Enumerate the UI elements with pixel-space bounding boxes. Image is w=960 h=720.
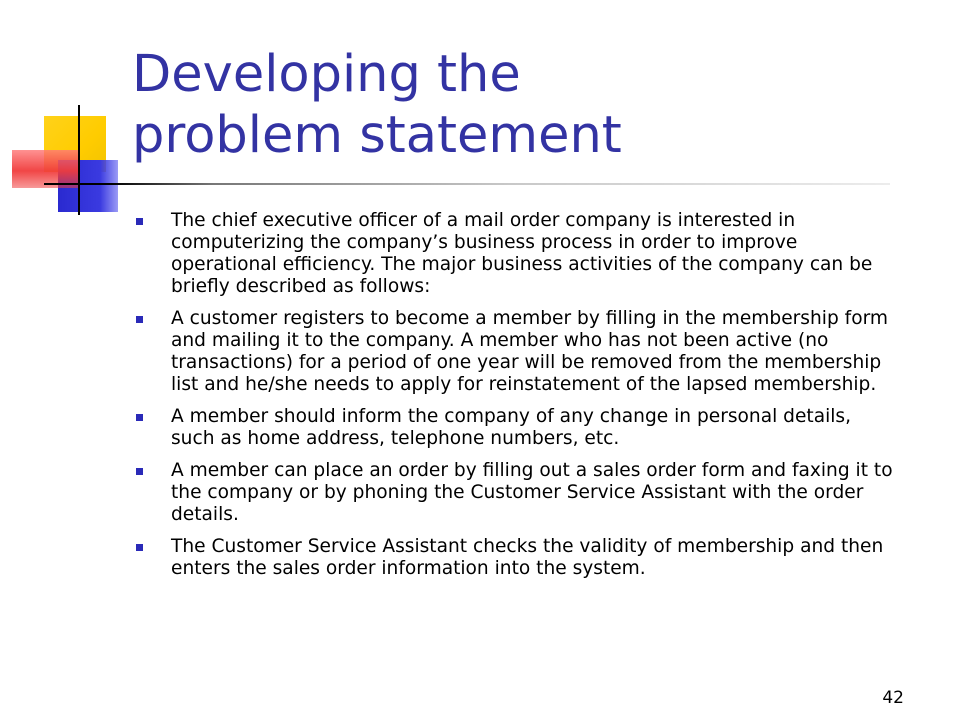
bullet-text: A member should inform the company of any change in personal details, such as home address, telephone numbers, etc. (171, 406, 852, 449)
page-number: 42 (882, 688, 904, 708)
square-bullet-icon (136, 468, 143, 475)
slide-title-line-2: problem statement (132, 106, 622, 166)
bullet-text: The Customer Service Assistant checks the validity of membership and then enters the sales order information into the system. (171, 536, 884, 579)
square-bullet-icon (136, 316, 143, 323)
bullet-list (136, 210, 896, 590)
title-underline (44, 183, 890, 185)
bullet-item (136, 406, 896, 450)
square-bullet-icon (136, 414, 143, 421)
bullet-item (136, 536, 896, 580)
square-bullet-icon (136, 218, 143, 225)
bullet-item (136, 210, 896, 298)
bullet-item (136, 460, 896, 526)
bullet-text: A customer registers to become a member by filling in the membership form and mailing it to the company. A member who has not been active (no transactions) for a period of one year will be removed from the membership list and he/she needs to apply for reinstatement of the lapsed membership. (171, 308, 889, 395)
bullet-text: The chief executive officer of a mail order company is interested in computerizing the company’s business process in order to improve operational efficiency. The major business activities of the company can be briefly described as follows: (171, 210, 873, 297)
slide-title-line-1: Developing the (132, 45, 521, 104)
square-bullet-icon (136, 544, 143, 551)
bullet-text: A member can place an order by filling out a sales order form and faxing it to the company or by phoning the Customer Service Assistant with the order details. (171, 460, 893, 525)
slide-title (132, 44, 622, 166)
decorative-vertical-line (78, 105, 80, 215)
bullet-item (136, 308, 896, 396)
